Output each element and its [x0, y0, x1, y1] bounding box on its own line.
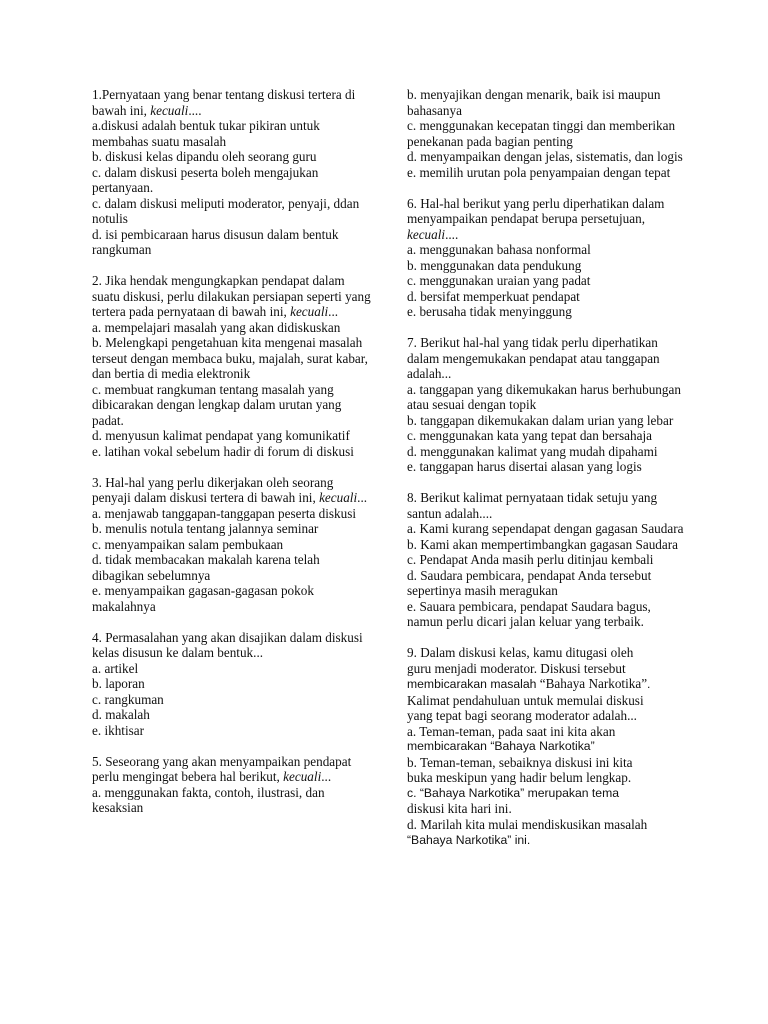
question-text-line: 9. Dalam diskusi kelas, kamu ditugasi oleh	[407, 645, 634, 660]
answer-option: c. membuat rangkuman tentang masalah yang dibicarakan dengan lengkap dalam urutan yang padat.	[92, 381, 342, 428]
answer-option: e. menyampaikan gagasan-gagasan pokok makalahnya	[92, 583, 314, 614]
answer-option: c. menyampaikan salam pembukaan	[92, 536, 284, 552]
question-text: 7. Berikut hal-hal yang tidak perlu diperhatikan dalam mengemukakan pendapat atau tanggapan adalah...	[407, 335, 660, 381]
question-text-line: guru menjadi moderator. Diskusi tersebut	[407, 660, 626, 676]
answer-option: e. latihan vokal sebelum hadir di forum di diskusi	[92, 443, 354, 459]
answer-option: d. Marilah kita mulai mendiskusikan masalah	[407, 816, 648, 832]
question-8	[407, 490, 689, 630]
question-text: 8. Berikut kalimat pernyataan tidak setuju yang santun adalah....	[407, 490, 658, 521]
question-text: 1.Pernyataan yang benar tentang diskusi tertera di bawah ini, kecuali....	[92, 87, 356, 118]
answer-option: e. berusaha tidak menyinggung	[407, 304, 572, 319]
question-2	[92, 273, 374, 459]
right-column	[407, 87, 689, 864]
question-text: 5. Seseorang yang akan menyampaikan pendapat perlu mengingat bebera hal berikut, kecuali...	[92, 753, 352, 784]
answer-option: b. laporan	[92, 676, 145, 691]
answer-option: d. menyusun kalimat pendapat yang komunikatif	[92, 428, 350, 443]
answer-option: c. menggunakan kecepatan tinggi dan memberikan penekanan pada bagian penting	[407, 118, 676, 149]
answer-option: a. menjawab tanggapan-tanggapan peserta diskusi	[92, 505, 357, 521]
answer-option-continued: diskusi kita hari ini.	[407, 801, 512, 816]
question-1	[92, 87, 374, 258]
question-9	[407, 645, 689, 849]
question-4	[92, 630, 374, 739]
answer-option: d. makalah	[92, 707, 150, 722]
question-text: 4. Permasalahan yang akan disajikan dalam diskusi kelas disusun ke dalam bentuk...	[92, 629, 363, 660]
answer-option: c. “Bahaya Narkotika” merupakan tema	[407, 785, 620, 800]
question-text: 3. Hal-hal yang perlu dikerjakan oleh seorang penyaji dalam diskusi tertera di bawah ini, kecuali...	[92, 474, 368, 505]
answer-option: a. menggunakan fakta, contoh, ilustrasi, dan kesaksian	[92, 784, 325, 815]
answer-option: a. mempelajari masalah yang akan didiskuskan	[92, 319, 341, 335]
answer-option-continued: membicarakan “Bahaya Narkotika”	[407, 739, 595, 753]
answer-option: b. menggunakan data pendukung	[407, 257, 582, 273]
answer-option: c. dalam diskusi peserta boleh mengajukan pertanyaan.	[92, 164, 319, 195]
question-6	[407, 196, 689, 320]
question-3	[92, 475, 374, 615]
answer-option: e. tanggapan harus disertai alasan yang logis	[407, 459, 642, 474]
answer-option: a.diskusi adalah bentuk tukar pikiran untuk membahas suatu masalah	[92, 118, 320, 149]
answer-option: b. Kami akan mempertimbangkan gagasan Saudara	[407, 536, 678, 552]
answer-option: d. menggunakan kalimat yang mudah dipahami	[407, 443, 658, 459]
answer-option: a. Teman-teman, pada saat ini kita akan	[407, 723, 616, 739]
answer-option: c. rangkuman	[92, 691, 164, 707]
answer-option: b. Melengkapi pengetahuan kita mengenai masalah terseut dengan membaca buku, majalah, surat kabar, dan bertia di media elektronik	[92, 335, 368, 381]
question-text: 2. Jika hendak mengungkapkan pendapat dalam suatu diskusi, perlu dilakukan persiapan seperti yang tertera pada pernyataan di bawah ini, kecuali...	[92, 273, 371, 319]
answer-option: b. menyajikan dengan menarik, baik isi maupun bahasanya	[407, 87, 661, 118]
answer-option: d. bersifat memperkuat pendapat	[407, 288, 580, 304]
answer-option-continued: buka meskipun yang hadir belum lengkap.	[407, 770, 632, 785]
answer-option: e. Sauara pembicara, pendapat Saudara bagus, namun perlu dicari jalan keluar yang terbaik.	[407, 598, 651, 629]
answer-option: c. menggunakan uraian yang padat	[407, 273, 591, 288]
answer-option: e. memilih urutan pola penyampaian dengan tepat	[407, 164, 671, 180]
answer-option: a. tanggapan yang dikemukakan harus berhubungan atau sesuai dengan topik	[407, 381, 681, 412]
question-text-line: yang tepat bagi seorang moderator adalah...	[407, 708, 637, 723]
answer-option: c. Pendapat Anda masih perlu ditinjau kembali	[407, 552, 654, 567]
left-column	[92, 87, 374, 831]
answer-option: d. menyampaikan dengan jelas, sistematis, dan logis	[407, 149, 683, 164]
answer-option: a. artikel	[92, 660, 139, 676]
question-5-continued	[407, 87, 689, 180]
answer-option: a. Kami kurang sependapat dengan gagasan Saudara	[407, 521, 684, 536]
answer-option: c. dalam diskusi meliputi moderator, penyaji, ddan notulis	[92, 195, 360, 226]
answer-option: d. tidak membacakan makalah karena telah dibagikan sebelumnya	[92, 552, 320, 583]
question-5	[92, 754, 374, 816]
answer-option: d. isi pembicaraan harus disusun dalam bentuk rangkuman	[92, 226, 339, 257]
answer-option: b. Teman-teman, sebaiknya diskusi ini kita	[407, 754, 633, 770]
question-text-line: Kalimat pendahuluan untuk memulai diskusi	[407, 692, 644, 708]
question-text: 6. Hal-hal berikut yang perlu diperhatikan dalam menyampaikan pendapat berupa persetujuan, kecuali....	[407, 195, 665, 242]
answer-option: b. tanggapan dikemukakan dalam urian yang lebar	[407, 412, 674, 428]
answer-option: a. menggunakan bahasa nonformal	[407, 242, 591, 257]
question-7	[407, 335, 689, 475]
answer-option: e. ikhtisar	[92, 722, 145, 738]
question-text-line: membicarakan masalah “Bahaya Narkotika”.	[407, 676, 651, 691]
answer-option: b. diskusi kelas dipandu oleh seorang guru	[92, 149, 317, 164]
answer-option-continued: “Bahaya Narkotika” ini.	[407, 833, 531, 847]
answer-option: b. menulis notula tentang jalannya seminar	[92, 521, 319, 536]
answer-option: d. Saudara pembicara, pendapat Anda tersebut sepertinya masih meragukan	[407, 567, 652, 598]
answer-option: c. menggunakan kata yang tepat dan bersahaja	[407, 428, 652, 443]
